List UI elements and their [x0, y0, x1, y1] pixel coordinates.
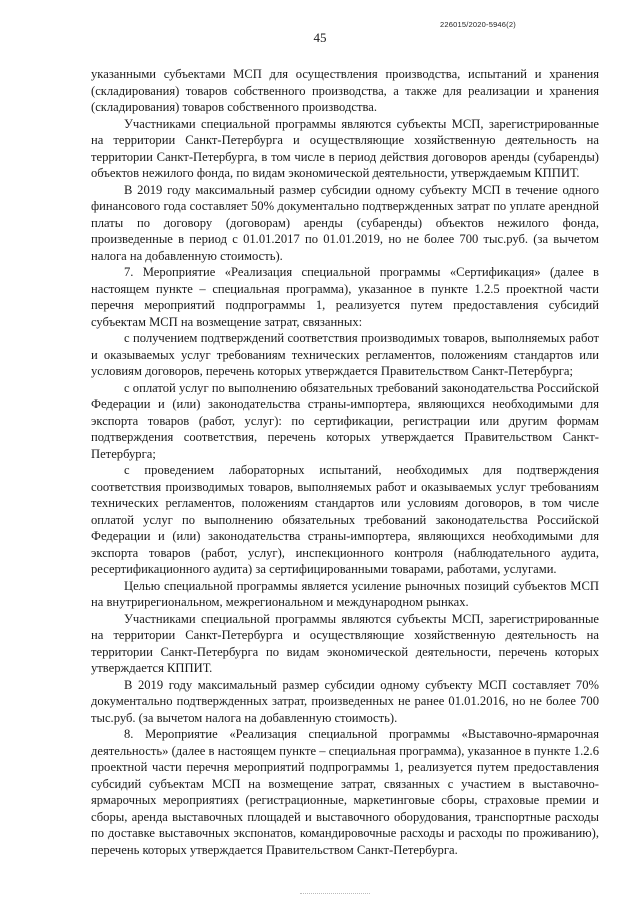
paragraph-subsidy-rent: В 2019 году максимальный размер субсидии одному субъекту МСП в течение одного финансового года составляет 50% документально подтвержденных затрат по уплате арендной платы по договору (договорам) аренды (субаренды) объектов нежилого фонда, произведенные в период с 01.01.2017 по 01.01.2019, но не более 700 тыс.руб. (за вычетом налога на добавленную стоимость). [91, 182, 599, 263]
paragraph-participants-rent: Участниками специальной программы являются субъекты МСП, зарегистрированные на территории Санкт-Петербурга и осуществляющие хозяйственную деятельность на территории Санкт-Петербурга, в том числе в период действия договоров аренды (субаренды) объектов нежилого фонда, по видам экономической деятельности, утверждаемым КППИТ. [91, 116, 599, 180]
paragraph-participants-certification: Участниками специальной программы являются субъекты МСП, зарегистрированные на территории Санкт-Петербурга и осуществляющие хозяйственную деятельность на территории Санкт-Петербурга по видам экономической деятельности, перечень которых утверждается КППИТ. [91, 611, 599, 675]
page-number: 45 [313, 30, 327, 45]
paragraph-continuation: указанными субъектами МСП для осуществления производства, испытаний и хранения (складирования) товаров собственного производства, а также для реализации и хранения (складирования) товаров собственного производства. [91, 67, 599, 114]
paragraph-subsidy-certification: В 2019 году максимальный размер субсидии одному субъекту МСП составляет 70% документально подтвержденных затрат, произведенных не ранее 01.01.2016, но не более 700 тыс.руб. (за вычетом налога на добавленную стоимость). [91, 677, 599, 725]
paragraph-item-7-export: с оплатой услуг по выполнению обязательных требований законодательства Российской Федерации и (или) законодательства страны-импортера, являющихся необходимыми для экспорта товаров (работ, услуг): по сертификации, регистрации или другим формам подтверждения соответствия, перечень которых утверждается Правительством Санкт-Петербурга; [91, 380, 599, 461]
paragraph-item-7-lab-tests: с проведением лабораторных испытаний, необходимых для подтверждения соответствия производимых товаров, выполняемых работ и оказываемых услуг требованиям технических регламентов, положениям стандартов или условиям договоров, в том числе оплатой услуг по выполнению обязательных требований законодательства Российской Федерации и (или) законодательства страны-импортера, являющихся необходимыми для экспорта товаров (работ, услуг), инспекционного контроля (наблюдательного аудита, ресертификационного аудита) за сертифицированными товарами, работами, услугами. [91, 463, 599, 576]
paragraph-item-7-conformity: с получением подтверждений соответствия производимых товаров, выполняемых работ и оказываемых услуг требованиям технических регламентов, положениям стандартов или условиям договоров, перечень которых утверждается Правительством Санкт-Петербурга; [91, 331, 599, 378]
paragraph-goal: Целью специальной программы является усиление рыночных позиций субъектов МСП на внутрирегиональном, межрегиональном и международном рынках. [91, 578, 599, 609]
paragraph-item-7: 7. Мероприятие «Реализация специальной программы «Сертификация» (далее в настоящем пункте – специальная программа), указанное в пункте 1.2.5 проектной части перечня мероприятий подпрограммы 1, реализуется путем предоставления субсидий субъектам МСП на возмещение затрат, связанных: [91, 265, 599, 329]
footer-scan-mark [300, 893, 370, 896]
paragraph-item-8: 8. Мероприятие «Реализация специальной программы «Выставочно-ярмарочная деятельность» (далее в настоящем пункте – специальная программа), указанное в пункте 1.2.6 проектной части перечня мероприятий подпрограммы 1, реализуется путем предоставления субсидий субъектам МСП на возмещение затрат, связанных с участием в выставочно-ярмарочных мероприятиях (регистрационные, маркетинговые сборы, страховые премии и сборы, аренда выставочных площадей и выставочного оборудования, транспортные расходы по доставке выставочных экспонатов, командировочные расходы и расходы по проживанию), перечень которых утверждается Правительством Санкт-Петербурга. [91, 727, 599, 857]
document-body [91, 66, 599, 858]
document-id: 226015/2020-5946(2) [440, 20, 516, 29]
